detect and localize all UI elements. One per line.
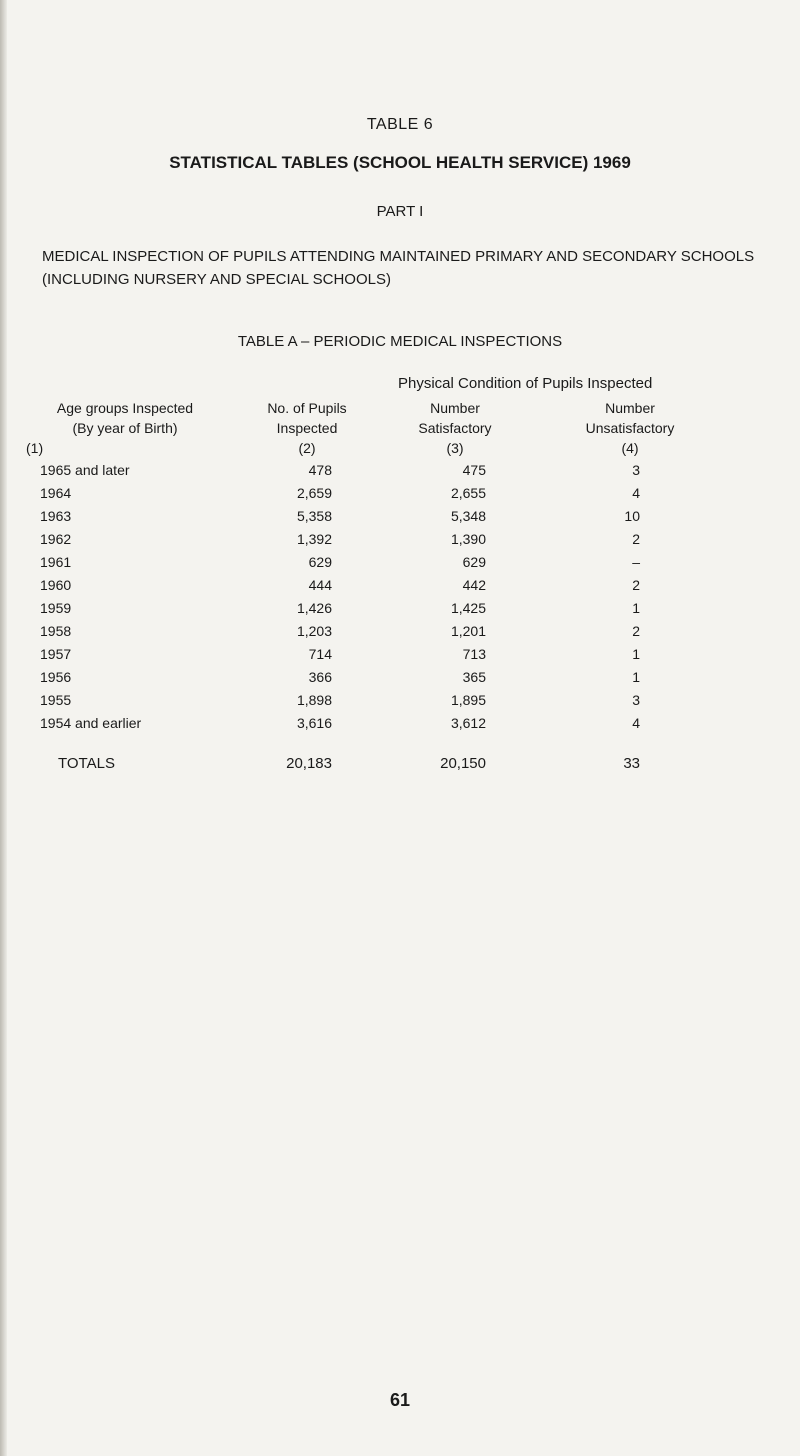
- page-number: 61: [389, 1390, 411, 1410]
- total-unsatisfactory: 33: [623, 755, 640, 772]
- column-number: (2): [298, 440, 316, 456]
- cell-age: 1957: [40, 646, 72, 662]
- column-header-line: Inspected: [276, 420, 338, 436]
- cell-inspected: 1,203: [296, 623, 332, 639]
- total-inspected: 20,183: [286, 755, 332, 772]
- column-number: (4): [621, 440, 639, 456]
- table-row: [0, 531, 800, 553]
- column-header-line: (By year of Birth): [72, 420, 178, 436]
- cell-satisfactory: 475: [462, 462, 486, 478]
- cell-inspected: 444: [308, 577, 332, 593]
- column-number: (1): [26, 440, 44, 456]
- column-header-age: [10, 398, 240, 458]
- table-row: [0, 600, 800, 622]
- section-description: MEDICAL INSPECTION OF PUPILS ATTENDING MAINTAINED PRIMARY AND SECONDARY SCHOOLS (INCLUDING NURSERY AND SPECIAL SCHOOLS): [42, 248, 755, 288]
- cell-unsatisfactory: 1: [632, 646, 640, 662]
- cell-unsatisfactory: –: [632, 554, 640, 570]
- cell-inspected: 478: [308, 462, 332, 478]
- part-heading: PART I: [376, 203, 424, 220]
- column-header-inspected: [232, 398, 382, 458]
- table-row: [0, 577, 800, 599]
- cell-inspected: 629: [308, 554, 332, 570]
- cell-satisfactory: 365: [462, 669, 486, 685]
- table-row: [0, 485, 800, 507]
- table-row: [0, 554, 800, 576]
- cell-unsatisfactory: 2: [632, 577, 640, 593]
- cell-unsatisfactory: 3: [632, 692, 640, 708]
- cell-satisfactory: 629: [462, 554, 486, 570]
- cell-age: 1962: [40, 531, 72, 547]
- cell-unsatisfactory: 2: [632, 623, 640, 639]
- column-header-unsatisfactory: [540, 398, 720, 458]
- table-row: [0, 692, 800, 714]
- column-header-line: No. of Pupils: [267, 400, 347, 416]
- cell-age: 1954 and earlier: [40, 715, 142, 731]
- cell-age: 1961: [40, 554, 72, 570]
- table-row: [0, 715, 800, 737]
- total-satisfactory: 20,150: [440, 755, 486, 772]
- column-header-satisfactory: [380, 398, 530, 458]
- cell-unsatisfactory: 3: [632, 462, 640, 478]
- cell-satisfactory: 442: [462, 577, 486, 593]
- cell-unsatisfactory: 2: [632, 531, 640, 547]
- column-header-line: Satisfactory: [418, 420, 492, 436]
- cell-age: 1963: [40, 508, 72, 524]
- totals-row: [0, 755, 800, 777]
- cell-inspected: 714: [308, 646, 332, 662]
- column-header-line: Number: [605, 400, 655, 416]
- table-number: TABLE 6: [366, 116, 434, 133]
- totals-label: TOTALS: [58, 755, 115, 772]
- cell-unsatisfactory: 1: [632, 669, 640, 685]
- cell-age: 1956: [40, 669, 72, 685]
- cell-satisfactory: 1,425: [450, 600, 486, 616]
- cell-satisfactory: 3,612: [450, 715, 486, 731]
- column-number: (3): [446, 440, 464, 456]
- cell-inspected: 2,659: [296, 485, 332, 501]
- cell-inspected: 1,898: [296, 692, 332, 708]
- group-heading: Physical Condition of Pupils Inspected: [398, 375, 653, 392]
- cell-unsatisfactory: 4: [632, 485, 640, 501]
- cell-satisfactory: 2,655: [450, 485, 486, 501]
- table-row: [0, 508, 800, 530]
- cell-inspected: 3,616: [296, 715, 332, 731]
- table-row: [0, 669, 800, 691]
- cell-age: 1965 and later: [40, 462, 130, 478]
- table-row: [0, 646, 800, 668]
- cell-satisfactory: 713: [462, 646, 486, 662]
- table-row: [0, 623, 800, 645]
- column-header-line: Number: [430, 400, 480, 416]
- cell-inspected: 1,426: [296, 600, 332, 616]
- cell-satisfactory: 1,201: [450, 623, 486, 639]
- table-title: TABLE A – PERIODIC MEDICAL INSPECTIONS: [237, 333, 563, 350]
- cell-inspected: 366: [308, 669, 332, 685]
- table-row: [0, 462, 800, 484]
- cell-unsatisfactory: 10: [624, 508, 640, 524]
- cell-satisfactory: 1,895: [450, 692, 486, 708]
- column-header-line: Unsatisfactory: [585, 420, 675, 436]
- cell-age: 1964: [40, 485, 72, 501]
- cell-unsatisfactory: 4: [632, 715, 640, 731]
- cell-age: 1955: [40, 692, 72, 708]
- cell-unsatisfactory: 1: [632, 600, 640, 616]
- cell-satisfactory: 5,348: [450, 508, 486, 524]
- cell-inspected: 1,392: [296, 531, 332, 547]
- main-title: STATISTICAL TABLES (SCHOOL HEALTH SERVICE) 1969: [169, 153, 631, 172]
- cell-age: 1958: [40, 623, 72, 639]
- cell-age: 1959: [40, 600, 72, 616]
- column-header-line: Age groups Inspected: [56, 400, 194, 416]
- cell-satisfactory: 1,390: [450, 531, 486, 547]
- cell-inspected: 5,358: [296, 508, 332, 524]
- cell-age: 1960: [40, 577, 72, 593]
